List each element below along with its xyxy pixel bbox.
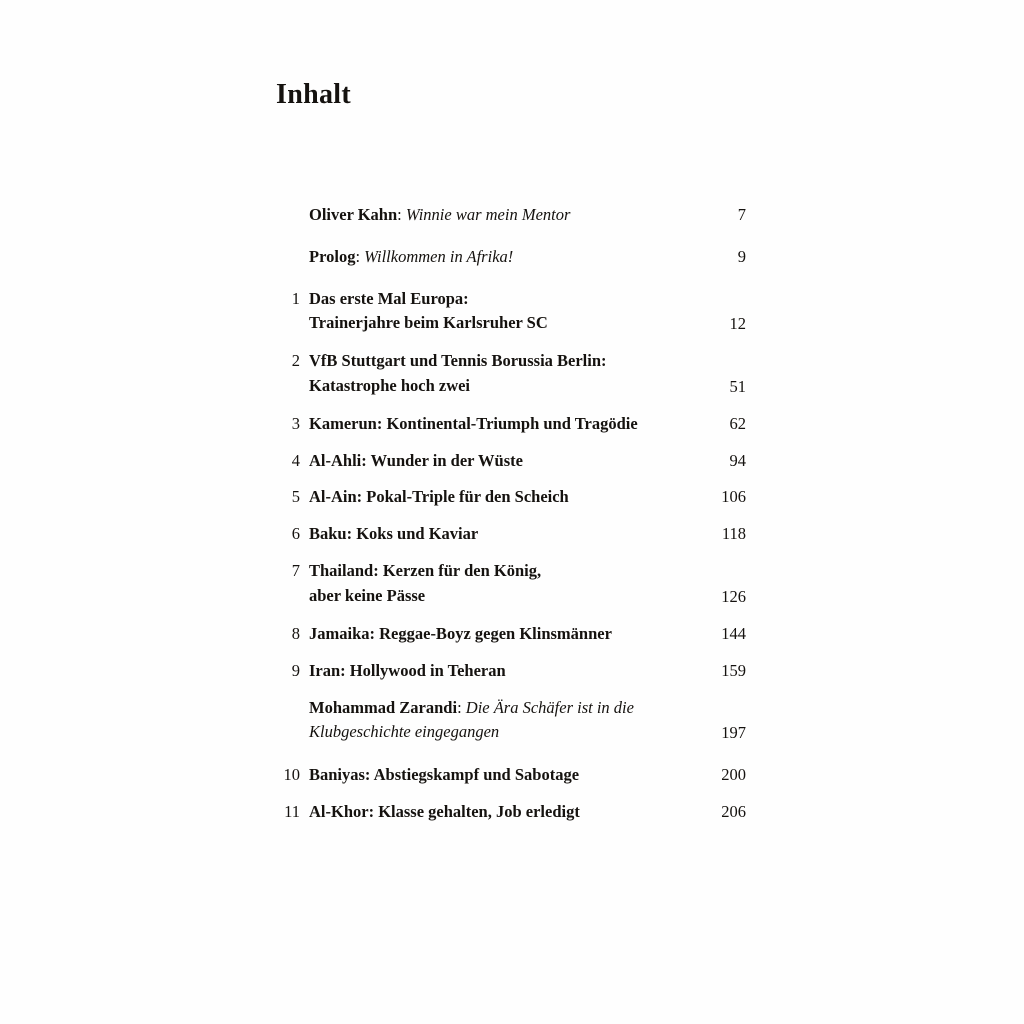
toc-entry-page-number: 197 [721, 723, 746, 743]
toc-entry[interactable] [276, 622, 746, 646]
toc-entry-title: VfB Stuttgart und Tennis Borussia Berlin: [309, 351, 607, 371]
toc-entry-title: Prolog [309, 246, 356, 266]
toc-entry-subtitle: Winnie war mein Mentor [405, 204, 571, 224]
toc-entry-label [309, 287, 688, 337]
toc-entry-page-number: 118 [721, 524, 746, 544]
toc-entry-title: Baniyas: Abstiegskampf und Sabotage [309, 765, 580, 785]
toc-entry-separator: : [355, 246, 365, 266]
toc-entry-title: Mohammad Zarandi [309, 697, 458, 717]
toc-entry-title-line2: Klubgeschichte eingegangen [309, 722, 500, 742]
toc-entry-number: 11 [284, 802, 300, 822]
toc-entry[interactable] [276, 485, 746, 509]
toc-entry-label [309, 622, 688, 646]
toc-entry-title-line2: Trainerjahre beim Karlsruher SC [309, 313, 548, 333]
toc-entry[interactable] [276, 763, 746, 787]
toc-entry-number: 9 [291, 660, 300, 680]
toc-entry-label [309, 659, 688, 683]
toc-entry-label [309, 763, 688, 787]
toc-entry-separator: : [397, 204, 406, 224]
toc-entry-label [309, 449, 688, 473]
toc-entry-title: Al-Ain: Pokal-Triple für den Scheich [309, 487, 569, 507]
toc-entry-page-number: 106 [721, 487, 746, 507]
toc-entry[interactable] [276, 287, 746, 337]
toc-entry-title-line2: Katastrophe hoch zwei [309, 375, 471, 395]
toc-container [276, 80, 746, 837]
toc-entry-title: Das erste Mal Europa: [309, 288, 469, 308]
toc-entry-label [309, 696, 688, 746]
toc-entry-title: Iran: Hollywood in Teheran [309, 660, 506, 680]
toc-entry-number: 10 [283, 765, 300, 785]
toc-entry-title: Al-Khor: Klasse gehalten, Job erledigt [309, 802, 580, 822]
toc-entry-number: 2 [291, 351, 300, 371]
toc-entry-label [309, 412, 688, 436]
toc-entry-number: 6 [291, 524, 300, 544]
toc-entry-page-number: 94 [729, 450, 746, 470]
toc-entry-title: Jamaika: Reggae-Boyz gegen Klinsmänner [309, 623, 612, 643]
toc-entry-title: Thailand: Kerzen für den König, [309, 561, 542, 581]
toc-entry-separator: : [457, 697, 466, 717]
toc-entry-page-number: 9 [737, 246, 746, 266]
toc-entry-page-number: 51 [729, 376, 746, 396]
toc-entry-page-number: 12 [729, 314, 746, 334]
toc-entry-page-number: 206 [721, 802, 746, 822]
toc-entry-label [309, 203, 688, 227]
toc-entry-title: Kamerun: Kontinental-Triumph und Tragödie [309, 413, 638, 433]
toc-entry-title: Baku: Koks und Kaviar [309, 524, 479, 544]
toc-entry-number: 3 [291, 413, 300, 433]
toc-entry-page-number: 62 [729, 413, 746, 433]
toc-entry-page-number: 144 [721, 623, 746, 643]
toc-entry-label [309, 559, 688, 609]
page-title: Inhalt [276, 79, 351, 110]
toc-entry-page-number: 200 [721, 765, 746, 785]
toc-entry[interactable] [276, 349, 746, 399]
toc-entry[interactable] [276, 800, 746, 824]
toc-list [276, 203, 746, 824]
toc-entry-number: 5 [291, 487, 300, 507]
toc-entry-subtitle: Willkommen in Afrika! [364, 246, 514, 266]
toc-entry[interactable] [276, 412, 746, 436]
toc-entry-label [309, 245, 688, 269]
toc-entry-page-number: 126 [721, 586, 746, 606]
toc-entry[interactable] [276, 659, 746, 683]
toc-entry[interactable] [276, 245, 746, 269]
toc-entry[interactable] [276, 522, 746, 546]
toc-entry-label [309, 485, 688, 509]
toc-entry-number: 4 [291, 450, 300, 470]
toc-entry[interactable] [276, 559, 746, 609]
toc-entry-title: Oliver Kahn [309, 204, 398, 224]
toc-entry-number: 8 [291, 623, 300, 643]
toc-entry-subtitle: Die Ära Schäfer ist in die [465, 697, 634, 717]
toc-entry-number: 7 [291, 561, 300, 581]
toc-entry[interactable] [276, 203, 746, 227]
toc-entry-page-number: 7 [737, 204, 746, 224]
toc-entry-title: Al-Ahli: Wunder in der Wüste [309, 450, 523, 470]
toc-entry-page-number: 159 [721, 660, 746, 680]
toc-entry-label [309, 522, 688, 546]
toc-entry-number: 1 [291, 288, 300, 308]
toc-entry[interactable] [276, 696, 746, 746]
toc-entry-label [309, 800, 688, 824]
toc-entry-label [309, 349, 688, 399]
toc-entry-title-line2: aber keine Pässe [309, 586, 426, 606]
toc-entry[interactable] [276, 449, 746, 473]
